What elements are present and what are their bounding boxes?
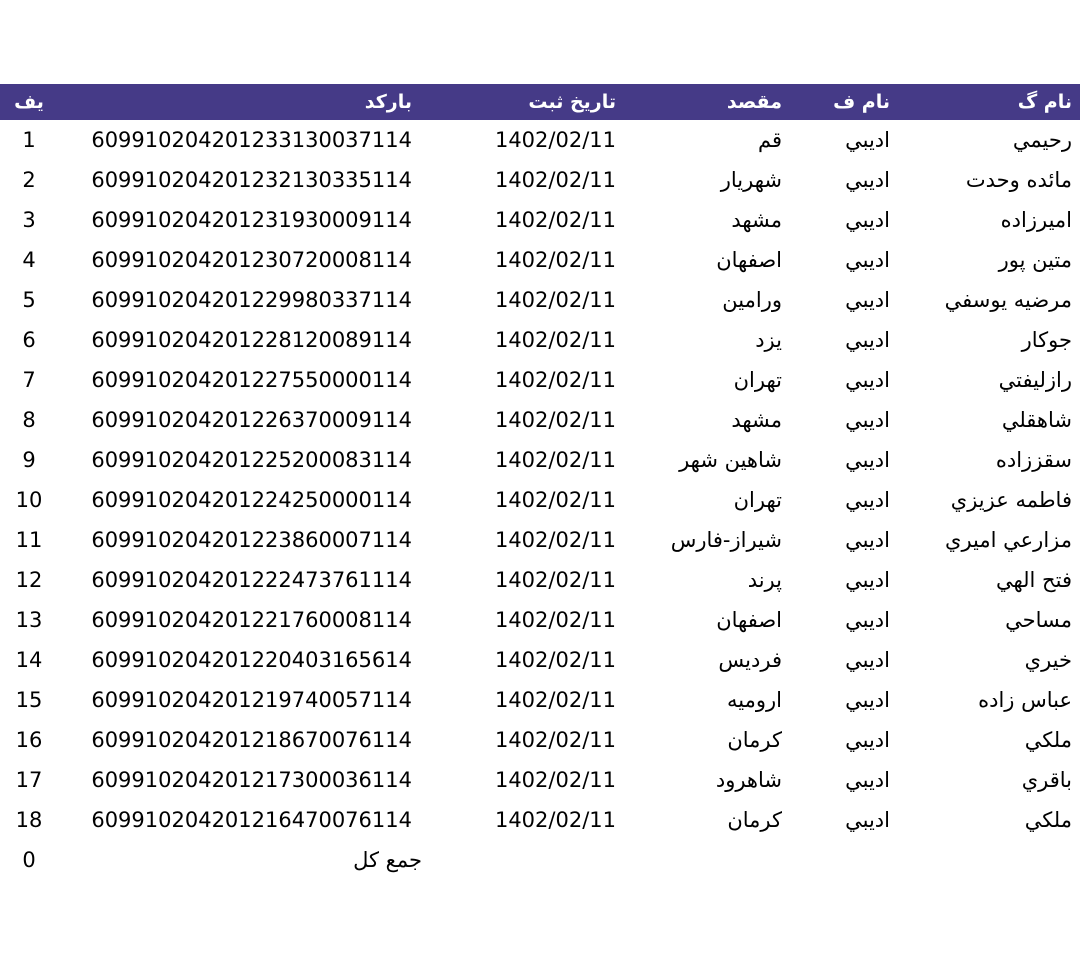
cell-date: 1402/02/11 xyxy=(494,328,616,352)
table-row[interactable] xyxy=(0,120,1080,160)
cell-receiver-name: باقري xyxy=(1021,768,1072,792)
table-row[interactable] xyxy=(0,720,1080,760)
cell-destination: مشهد xyxy=(731,408,782,432)
column-header-date[interactable]: تاريخ ثبت xyxy=(528,91,616,113)
cell-destination: شاهرود xyxy=(715,768,782,792)
cell-barcode: 609910204201231930009114 xyxy=(91,208,412,232)
cell-barcode: 609910204201226370009114 xyxy=(91,408,412,432)
cell-row-number: 15 xyxy=(15,688,43,712)
cell-destination: مشهد xyxy=(731,208,782,232)
cell-row-number: 2 xyxy=(22,168,36,192)
cell-date: 1402/02/11 xyxy=(494,488,616,512)
table-row[interactable] xyxy=(0,240,1080,280)
cell-destination: اروميه xyxy=(727,688,782,712)
cell-receiver-name: ملكي xyxy=(1024,808,1072,832)
table-row[interactable] xyxy=(0,760,1080,800)
cell-sender-name: اديبي xyxy=(845,568,890,592)
total-row xyxy=(0,840,1080,880)
cell-receiver-name: رحيمي xyxy=(1012,128,1072,152)
cell-date: 1402/02/11 xyxy=(494,368,616,392)
table-footer xyxy=(0,840,1080,880)
cell-barcode: 609910204201229980337114 xyxy=(91,288,412,312)
cell-sender-name: اديبي xyxy=(845,208,890,232)
cell-sender-name: اديبي xyxy=(845,408,890,432)
column-header-receiver-name[interactable]: نام گ xyxy=(1017,91,1072,113)
cell-sender-name: اديبي xyxy=(845,288,890,312)
cell-destination: فرديس xyxy=(718,648,782,672)
cell-receiver-name: مزارعي اميري xyxy=(945,528,1072,552)
cell-receiver-name: متين پور xyxy=(998,248,1072,272)
cell-barcode: 609910204201220403165614 xyxy=(91,648,412,672)
cell-destination: شيراز-فارس xyxy=(670,528,782,552)
cell-row-number: 5 xyxy=(22,288,36,312)
cell-row-number: 8 xyxy=(22,408,36,432)
cell-sender-name: اديبي xyxy=(845,648,890,672)
cell-date: 1402/02/11 xyxy=(494,128,616,152)
cell-destination: تهران xyxy=(733,368,782,392)
cell-destination: كرمان xyxy=(727,808,782,832)
cell-receiver-name: مرضيه يوسفي xyxy=(944,288,1072,312)
table-row[interactable] xyxy=(0,520,1080,560)
column-header-sender-name[interactable]: نام ف xyxy=(833,91,890,113)
cell-date: 1402/02/11 xyxy=(494,408,616,432)
cell-receiver-name: ملكي xyxy=(1024,728,1072,752)
cell-barcode: 609910204201230720008114 xyxy=(91,248,412,272)
cell-barcode: 609910204201224250000114 xyxy=(91,488,412,512)
cell-sender-name: اديبي xyxy=(845,328,890,352)
total-spacer-receiver xyxy=(898,840,1080,880)
cell-sender-name: اديبي xyxy=(845,128,890,152)
cell-destination: تهران xyxy=(733,488,782,512)
cell-destination: پرند xyxy=(747,568,782,592)
table-row[interactable] xyxy=(0,320,1080,360)
table-row[interactable] xyxy=(0,560,1080,600)
cell-date: 1402/02/11 xyxy=(494,768,616,792)
cell-row-number: 12 xyxy=(15,568,43,592)
cell-destination: اصفهان xyxy=(716,248,782,272)
table-row[interactable] xyxy=(0,400,1080,440)
cell-date: 1402/02/11 xyxy=(494,808,616,832)
column-header-destination[interactable]: مقصد xyxy=(726,91,782,113)
cell-row-number: 7 xyxy=(22,368,36,392)
table-row[interactable] xyxy=(0,800,1080,840)
cell-row-number: 3 xyxy=(22,208,36,232)
cell-sender-name: اديبي xyxy=(845,168,890,192)
cell-row-number: 16 xyxy=(15,728,43,752)
cell-barcode: 609910204201225200083114 xyxy=(91,448,412,472)
cell-row-number: 14 xyxy=(15,648,43,672)
cell-date: 1402/02/11 xyxy=(494,568,616,592)
cell-barcode: 609910204201232130335114 xyxy=(91,168,412,192)
table-row[interactable] xyxy=(0,360,1080,400)
total-spacer-sender xyxy=(790,840,898,880)
cell-sender-name: اديبي xyxy=(845,688,890,712)
cell-date: 1402/02/11 xyxy=(494,608,616,632)
cell-receiver-name: جوكار xyxy=(1021,328,1072,352)
table-header xyxy=(0,84,1080,120)
table-row[interactable] xyxy=(0,600,1080,640)
cell-sender-name: اديبي xyxy=(845,808,890,832)
cell-sender-name: اديبي xyxy=(845,528,890,552)
cell-sender-name: اديبي xyxy=(845,488,890,512)
cell-date: 1402/02/11 xyxy=(494,168,616,192)
cell-destination: شاهين شهر xyxy=(679,448,782,472)
cell-row-number: 13 xyxy=(15,608,43,632)
cell-receiver-name: فتح الهي xyxy=(995,568,1072,592)
cell-receiver-name: فاطمه عزيزي xyxy=(950,488,1072,512)
cell-barcode: 609910204201233130037114 xyxy=(91,128,412,152)
cell-destination: يزد xyxy=(755,328,782,352)
total-value: 0 xyxy=(22,848,36,872)
cell-row-number: 17 xyxy=(15,768,43,792)
cell-barcode: 609910204201217300036114 xyxy=(91,768,412,792)
cell-sender-name: اديبي xyxy=(845,248,890,272)
cell-barcode: 609910204201222473761114 xyxy=(91,568,412,592)
cell-sender-name: اديبي xyxy=(845,768,890,792)
table-row[interactable] xyxy=(0,480,1080,520)
cell-sender-name: اديبي xyxy=(845,608,890,632)
cell-receiver-name: سقززاده xyxy=(995,448,1072,472)
cell-receiver-name: رازليفتي xyxy=(998,368,1072,392)
cell-row-number: 11 xyxy=(15,528,43,552)
table-row[interactable] xyxy=(0,680,1080,720)
cell-date: 1402/02/11 xyxy=(494,688,616,712)
table-header-row xyxy=(0,84,1080,120)
cell-row-number: 9 xyxy=(22,448,36,472)
cell-date: 1402/02/11 xyxy=(494,248,616,272)
cell-date: 1402/02/11 xyxy=(494,648,616,672)
table-row[interactable] xyxy=(0,160,1080,200)
cell-receiver-name: عباس زاده xyxy=(978,688,1072,712)
cell-receiver-name: مائده وحدت xyxy=(965,168,1072,192)
column-header-barcode[interactable]: باركد xyxy=(364,91,412,113)
cell-row-number: 1 xyxy=(22,128,36,152)
cell-destination: كرمان xyxy=(727,728,782,752)
cell-date: 1402/02/11 xyxy=(494,448,616,472)
cell-barcode: 609910204201219740057114 xyxy=(91,688,412,712)
cell-barcode: 609910204201228120089114 xyxy=(91,328,412,352)
cell-barcode: 609910204201218670076114 xyxy=(91,728,412,752)
cell-row-number: 4 xyxy=(22,248,36,272)
cell-date: 1402/02/11 xyxy=(494,288,616,312)
total-label: جمع كل xyxy=(353,848,422,872)
cell-sender-name: اديبي xyxy=(845,368,890,392)
shipment-table xyxy=(0,84,1080,880)
cell-sender-name: اديبي xyxy=(845,728,890,752)
column-header-row-number[interactable]: يف xyxy=(14,91,44,113)
cell-destination: شهريار xyxy=(720,168,782,192)
cell-date: 1402/02/11 xyxy=(494,528,616,552)
cell-date: 1402/02/11 xyxy=(494,208,616,232)
cell-row-number: 18 xyxy=(15,808,43,832)
cell-sender-name: اديبي xyxy=(845,448,890,472)
table-body xyxy=(0,120,1080,840)
table-row[interactable] xyxy=(0,200,1080,240)
cell-row-number: 10 xyxy=(15,488,43,512)
cell-barcode: 609910204201216470076114 xyxy=(91,808,412,832)
cell-receiver-name: اميرزاده xyxy=(1000,208,1072,232)
cell-destination: قم xyxy=(757,128,782,152)
total-spacer-dest xyxy=(624,840,790,880)
cell-barcode: 609910204201223860007114 xyxy=(91,528,412,552)
cell-barcode: 609910204201221760008114 xyxy=(91,608,412,632)
cell-barcode: 609910204201227550000114 xyxy=(91,368,412,392)
cell-destination: ورامين xyxy=(722,288,782,312)
cell-receiver-name: شاهقلي xyxy=(1001,408,1072,432)
cell-destination: اصفهان xyxy=(716,608,782,632)
table-row[interactable] xyxy=(0,280,1080,320)
cell-date: 1402/02/11 xyxy=(494,728,616,752)
cell-receiver-name: مساحي xyxy=(1005,608,1072,632)
cell-row-number: 6 xyxy=(22,328,36,352)
total-spacer-date xyxy=(430,840,624,880)
cell-receiver-name: خيري xyxy=(1024,648,1072,672)
table-row[interactable] xyxy=(0,440,1080,480)
table-row[interactable] xyxy=(0,640,1080,680)
